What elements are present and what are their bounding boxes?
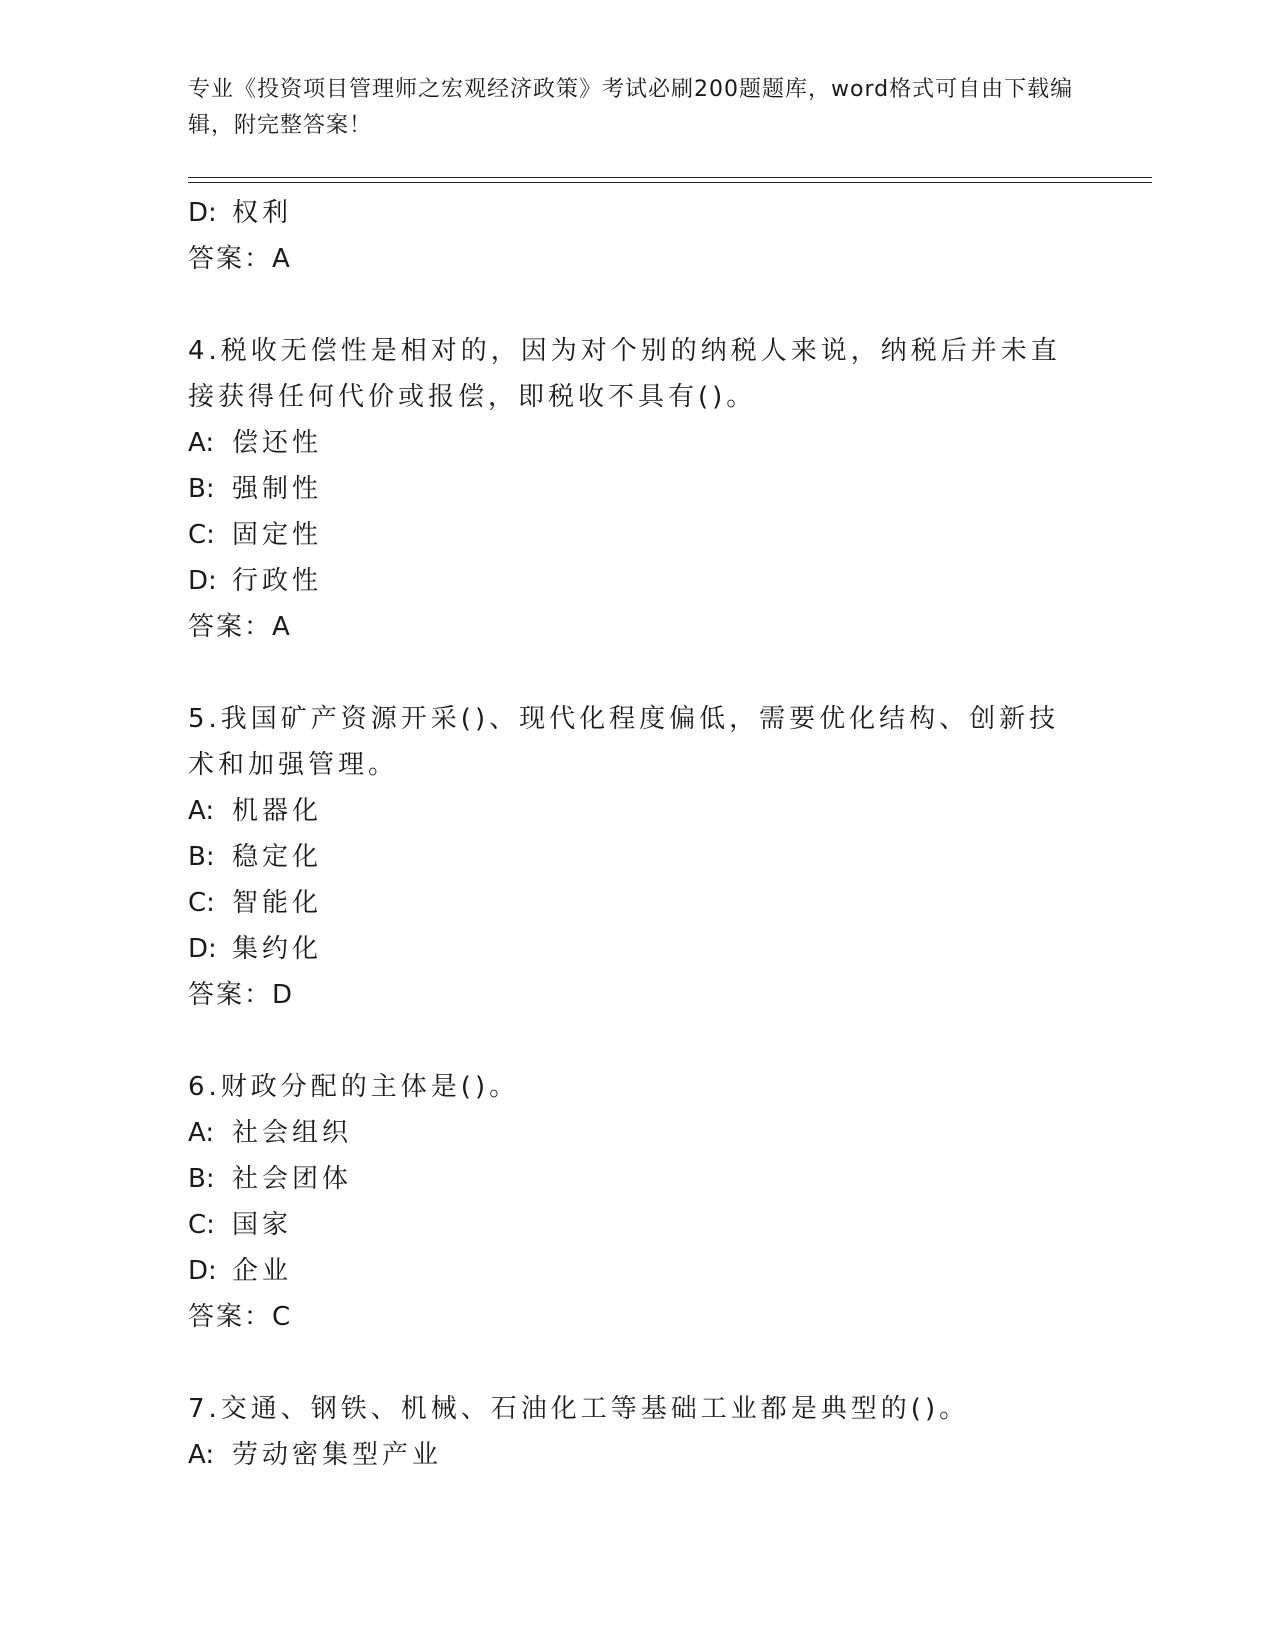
option-label: D: [188, 566, 217, 596]
option-label: C: [188, 520, 215, 550]
q4-option-a [188, 420, 1088, 466]
header-rule-bottom [188, 182, 1152, 183]
option-text: 行政性 [232, 566, 323, 596]
option-text: 劳动密集型产业 [232, 1440, 443, 1470]
q4-option-d [188, 558, 1088, 604]
option-text: 强制性 [232, 474, 323, 504]
option-text: 社会组织 [232, 1118, 353, 1148]
header-rule-top [188, 177, 1152, 178]
q6-option-b [188, 1156, 1088, 1202]
q5-option-c [188, 880, 1088, 926]
option-d [188, 190, 1088, 236]
option-label: C: [188, 888, 215, 918]
option-label: C: [188, 1210, 215, 1240]
q7-option-a [188, 1432, 1088, 1478]
q4-option-c [188, 512, 1088, 558]
option-label: B: [188, 1164, 215, 1194]
document-header: 专业《投资项目管理师之宏观经济政策》考试必刷200题题库，word格式可自由下载编辑，附完整答案！ [188, 77, 1074, 138]
option-text: 偿还性 [232, 428, 323, 458]
option-label: D: [188, 934, 217, 964]
option-label: D: [188, 198, 217, 228]
option-text: 固定性 [232, 520, 323, 550]
option-text: 机器化 [232, 796, 323, 826]
option-label: D: [188, 1256, 217, 1286]
question-6-text: 6.财政分配的主体是()。 [188, 1072, 520, 1102]
q4-answer: 答案：A [188, 612, 292, 642]
q5-option-d [188, 926, 1088, 972]
q5-option-b [188, 834, 1088, 880]
option-text: 权利 [232, 198, 293, 228]
q6-option-c [188, 1202, 1088, 1248]
option-text: 国家 [232, 1210, 293, 1240]
q5-option-a [188, 788, 1088, 834]
option-text: 稳定化 [232, 842, 323, 872]
q5-answer: 答案：D [188, 980, 295, 1010]
q6-option-d [188, 1248, 1088, 1294]
q6-answer: 答案：C [188, 1302, 293, 1332]
option-label: A: [188, 1440, 215, 1470]
q6-option-a [188, 1110, 1088, 1156]
option-text: 集约化 [232, 934, 323, 964]
option-label: A: [188, 796, 215, 826]
q4-option-b [188, 466, 1088, 512]
document-body [188, 190, 1088, 1478]
question-5-text: 5.我国矿产资源开采()、现代化程度偏低，需要优化结构、创新技术和加强管理。 [188, 704, 1060, 780]
question-4-text: 4.税收无偿性是相对的，因为对个别的纳税人来说，纳税后并未直接获得任何代价或报偿，即税收不具有()。 [188, 336, 1061, 412]
question-7-text: 7.交通、钢铁、机械、石油化工等基础工业都是典型的()。 [188, 1394, 970, 1424]
option-label: A: [188, 428, 215, 458]
answer-line: 答案：A [188, 244, 292, 274]
option-text: 社会团体 [232, 1164, 353, 1194]
option-text: 企业 [232, 1256, 293, 1286]
option-text: 智能化 [232, 888, 323, 918]
option-label: A: [188, 1118, 215, 1148]
option-label: B: [188, 842, 215, 872]
option-label: B: [188, 474, 215, 504]
